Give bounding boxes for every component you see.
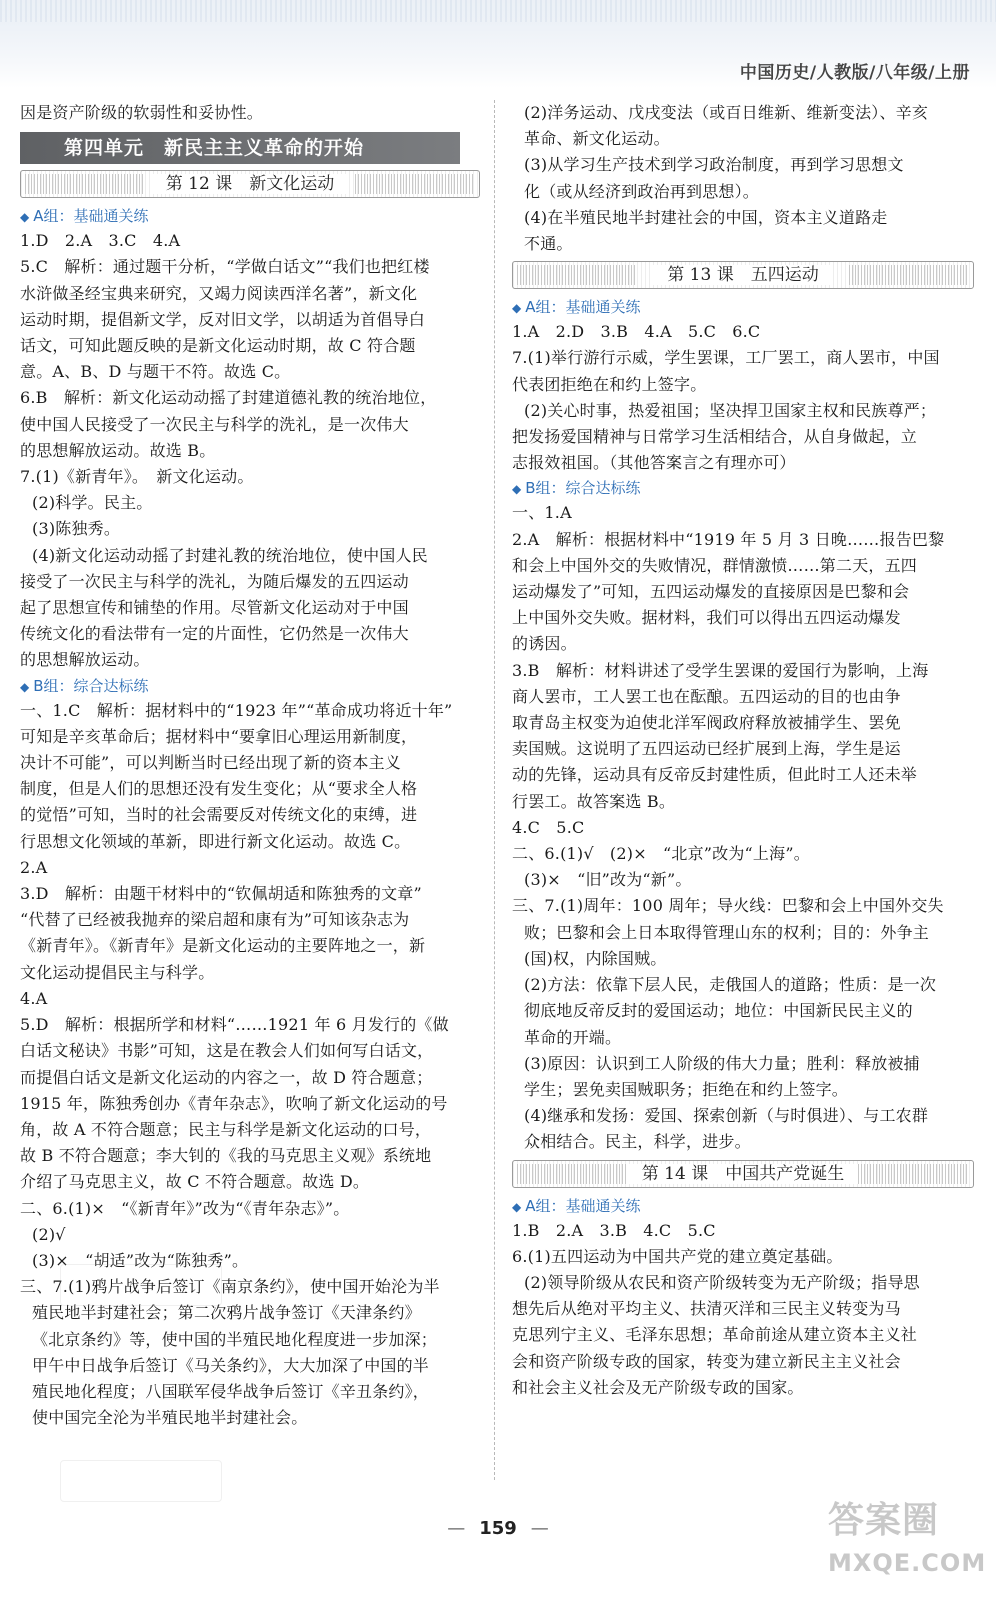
answer-line: 会和资产阶级专政的国家，转变为建立新民主主义社会 bbox=[512, 1351, 901, 1371]
answer-line: 卖国贼。这说明了五四运动已经扩展到上海，学生是运 bbox=[512, 739, 901, 759]
banner-stripe-left bbox=[517, 265, 637, 285]
answer-line: “代替了已经被我抛弃的梁启超和康有为”可知该杂志为 bbox=[20, 910, 410, 930]
answer-line: (4)继承和发扬：爱国、探索创新（与时俱进）、与工农群 bbox=[524, 1106, 929, 1126]
answer-line: 行罢工。故答案选 B。 bbox=[512, 791, 676, 811]
lesson-14-banner bbox=[512, 1160, 974, 1188]
right-column bbox=[512, 100, 974, 1401]
answer-line: 想先后从绝对平均主义、扶清灭洋和三民主义转变为马 bbox=[512, 1299, 901, 1319]
answer-line: 角，故 A 不符合题意；民主与科学是新文化运动的口号， bbox=[20, 1119, 432, 1139]
page-number: — 159 — bbox=[447, 1518, 549, 1539]
lesson-14-title: 第 14 课 中国共产党诞生 bbox=[628, 1164, 858, 1184]
answer-line: 动的先锋，运动具有反帝反封建性质，但此时工人还未举 bbox=[512, 765, 918, 785]
answer-line: 5.C 解析：通过题干分析，“学做白话文”“我们也把红楼 bbox=[20, 257, 430, 277]
answer-line: 的思想解放运动。故选 B。 bbox=[20, 440, 216, 460]
answer-line: 三、7.(1)鸦片战争后签订《南京条约》，使中国开始沦为半 bbox=[20, 1277, 440, 1297]
lesson-13-title: 第 13 课 五四运动 bbox=[653, 265, 832, 285]
answer-line: 决计不可能”，可以判断当时已经出现了新的资本主义 bbox=[20, 753, 401, 773]
answer-line: (4)在半殖民地半封建社会的中国，资本主义道路走 bbox=[524, 207, 888, 227]
group-b-label: ◆ B组：综合达标练 bbox=[20, 676, 149, 695]
answer-line: 2.A 解析：根据材料中“1919 年 5 月 3 日晚……报告巴黎 bbox=[512, 529, 945, 549]
answer-line: 上中国外交失败。据材料，我们可以得出五四运动爆发 bbox=[512, 608, 901, 628]
answer-line: 1915 年，陈独秀创办《青年杂志》，吹响了新文化运动的号 bbox=[20, 1093, 448, 1113]
answer-line: 甲午中日战争后签订《马关条约》，大大加深了中国的半 bbox=[32, 1355, 430, 1375]
answer-line: (2)洋务运动、戊戌变法（或百日维新、维新变法）、辛亥 bbox=[524, 103, 929, 122]
book-title: 中国历史/人教版/八年级/上册 bbox=[739, 63, 970, 83]
answer-line: 3.B 解析：材料讲述了受学生罢课的爱国行为影响，上海 bbox=[512, 660, 929, 680]
answer-line: (3)× “胡适”改为“陈独秀”。 bbox=[32, 1250, 249, 1270]
answer-line: 7.(1)《新青年》。 新文化运动。 bbox=[20, 467, 254, 487]
answer-line: (3)× “旧”改为“新”。 bbox=[524, 870, 692, 890]
answer-line: 三、7.(1)周年：100 周年；导火线：巴黎和会上中国外交失 bbox=[512, 896, 944, 916]
answer-line: 把发扬爱国精神与日常学习生活相结合，从自身做起，立 bbox=[512, 427, 918, 447]
answer-line: 3.D 解析：由题干材料中的“钦佩胡适和陈独秀的文章” bbox=[20, 884, 422, 904]
answer-line: 水浒做圣经宝典来研究，又竭力阅读西洋名著”，新文化 bbox=[20, 283, 418, 303]
answer-line: 运动时期，提倡新文学，反对旧文学，以胡适为首倡导白 bbox=[20, 309, 426, 329]
answer-line: 化（或从经济到政治再到思想）。 bbox=[524, 181, 760, 201]
answer-line: 彻底地反帝反封的爱国运动；地位：中国新民民主义的 bbox=[524, 1001, 913, 1021]
diamond-icon: ◆ bbox=[512, 1199, 522, 1214]
answer-line: 的觉悟”可知，当时的社会需要反对传统文化的束缚，进 bbox=[20, 805, 418, 825]
answer-line: (2)关心时事，热爱祖国；坚决捍卫国家主权和民族尊严； bbox=[524, 400, 937, 420]
answer-line: 起了思想宣传和铺垫的作用。尽管新文化运动对于中国 bbox=[20, 598, 409, 618]
answer-line: 而提倡白话文是新文化运动的内容之一，故 D 符合题意； bbox=[20, 1067, 433, 1087]
answer-line: 制度，但是人们的思想还没有发生变化；从“要求全人格 bbox=[20, 779, 418, 799]
answer-line: 克思列宁主义、毛泽东思想；革命前途从建立资本主义社 bbox=[512, 1325, 918, 1345]
group-a-label: ◆ A组：基础通关练 bbox=[512, 298, 641, 317]
answer-line: 使中国完全沦为半殖民地半封建社会。 bbox=[32, 1408, 308, 1428]
unit-title: 第四单元 新民主主义革命的开始 bbox=[20, 132, 460, 164]
answer-line: 和会上中国外交的失败情况，群情激愤……第二天，五四 bbox=[512, 555, 918, 575]
answer-line: 一、1.A bbox=[512, 503, 572, 523]
answer-line: 的思想解放运动。 bbox=[20, 650, 150, 670]
answer-line: 4.C 5.C bbox=[512, 817, 585, 837]
answer-line: 传统文化的看法带有一定的片面性，它仍然是一次伟大 bbox=[20, 624, 409, 644]
answer-line: 一、1.C 解析：据材料中的“1923 年”“革命成功将近十年” bbox=[20, 700, 453, 720]
answer-line: (3)陈独秀。 bbox=[32, 519, 121, 539]
faded-stamp bbox=[60, 1264, 222, 1306]
answer-line: (国)权，内除国贼。 bbox=[524, 948, 667, 968]
answer-line: 殖民地半封建社会；第二次鸦片战争签订《天津条约》 bbox=[32, 1303, 421, 1323]
answer-line: 败；巴黎和会上日本取得管理山东的权利；目的：外争主 bbox=[524, 922, 930, 942]
answer-line: 白话文秘诀》书影”可知，这是在教会人们如何写白话文， bbox=[20, 1041, 434, 1061]
answer-line: 众相结合。民主，科学，进步。 bbox=[524, 1132, 751, 1152]
watermark-logo: 答案圈 MXQE.COM bbox=[828, 1500, 987, 1577]
answer-line: 和社会主义社会及无产阶级专政的国家。 bbox=[512, 1377, 804, 1397]
group-b-label: ◆ B组：综合达标练 bbox=[512, 479, 641, 498]
answer-line: (2)√ bbox=[32, 1224, 66, 1244]
answer-line: 不通。 bbox=[524, 234, 573, 254]
answer-line: 意。A、B、D 与题干不符。故选 C。 bbox=[20, 362, 291, 382]
answer-line: 2.A bbox=[20, 857, 48, 877]
answer-line: 4.A bbox=[20, 988, 48, 1008]
answer-line: 7.(1)举行游行示威，学生罢课，工厂罢工，商人罢市，中国 bbox=[512, 348, 940, 368]
answer-line: 可知是辛亥革命后；据材料中“要拿旧心理运用新制度， bbox=[20, 726, 418, 746]
answer-line: (2)方法：依靠下层人民，走俄国人的道路；性质：是一次 bbox=[524, 975, 937, 995]
answer-line: 商人罢市，工人罢工也在酝酿。五四运动的目的也由争 bbox=[512, 686, 901, 706]
answer-line: (4)新文化运动动摇了封建礼教的统治地位，使中国人民 bbox=[32, 545, 428, 565]
diamond-icon: ◆ bbox=[512, 482, 522, 497]
diamond-icon: ◆ bbox=[20, 210, 30, 225]
answer-line: 二、6.(1)√ (2)× “北京”改为“上海”。 bbox=[512, 844, 810, 864]
answer-line: 5.D 解析：根据所学和材料“……1921 年 6 月发行的《做 bbox=[20, 1015, 449, 1035]
answer-line: 6.(1)五四运动为中国共产党的建立奠定基础。 bbox=[512, 1246, 843, 1266]
diamond-icon: ◆ bbox=[512, 301, 522, 316]
answer-line: 革命、新文化运动。 bbox=[524, 129, 670, 149]
answer-line: 话文，可知此题反映的是新文化运动时期，故 C 符合题 bbox=[20, 336, 416, 356]
answer-line: (2)领导阶级从农民和资产阶级转变为无产阶级；指导思 bbox=[524, 1272, 920, 1292]
banner-stripe-left bbox=[517, 1164, 637, 1184]
diamond-icon: ◆ bbox=[20, 679, 30, 694]
answer-line: 运动爆发了”可知，五四运动爆发的直接原因是巴黎和会 bbox=[512, 582, 910, 602]
answer-line: 6.B 解析：新文化运动动摇了封建道德礼教的统治地位， bbox=[20, 388, 437, 408]
intro-line: 因是资产阶级的软弱性和妥协性。 bbox=[20, 103, 264, 122]
answer-line: (2)科学。民主。 bbox=[32, 493, 153, 513]
answer-line: 《北京条约》等，使中国的半殖民地化程度进一步加深； bbox=[32, 1329, 438, 1349]
faded-stamp bbox=[60, 1460, 222, 1502]
answer-line: 文化运动提倡民主与科学。 bbox=[20, 962, 215, 982]
answer-line: 革命的开端。 bbox=[524, 1027, 622, 1047]
banner-stripe-right bbox=[849, 265, 969, 285]
banner-stripe-left bbox=[25, 174, 145, 194]
group-a-label: ◆ A组：基础通关练 bbox=[512, 1196, 641, 1215]
answer-line: (3)从学习生产技术到学习政治制度，再到学习思想文 bbox=[524, 155, 904, 175]
banner-stripe-right bbox=[355, 174, 475, 194]
answer-line: 接受了一次民主与科学的洗礼，为随后爆发的五四运动 bbox=[20, 571, 409, 591]
answer-line: 行思想文化领域的革新，即进行新文化运动。故选 C。 bbox=[20, 831, 411, 851]
column-divider bbox=[494, 100, 495, 1480]
answer-line: 1.D 2.A 3.C 4.A bbox=[20, 231, 181, 251]
answer-line: 介绍了马克思主义，故 C 不符合题意。故选 D。 bbox=[20, 1172, 370, 1192]
answer-line: 志报效祖国。（其他答案言之有理亦可） bbox=[512, 453, 796, 473]
lesson-12-title: 第 12 课 新文化运动 bbox=[152, 174, 348, 194]
answer-line: 《新青年》。《新青年》是新文化运动的主要阵地之一，新 bbox=[20, 936, 426, 956]
answer-line: 取青岛主权变为迫使北洋军阀政府释放被捕学生、罢免 bbox=[512, 713, 901, 733]
left-column bbox=[20, 100, 480, 1431]
banner-stripe-right bbox=[849, 1164, 969, 1184]
answer-line: 学生；罢免卖国贼职务；拒绝在和约上签字。 bbox=[524, 1079, 849, 1099]
answer-line: (3)原因：认识到工人阶级的伟大力量；胜利：释放被捕 bbox=[524, 1053, 920, 1073]
lesson-12-banner bbox=[20, 170, 480, 198]
answer-line: 故 B 不符合题意；李大钊的《我的马克思主义观》系统地 bbox=[20, 1146, 432, 1166]
answer-line: 1.A 2.D 3.B 4.A 5.C 6.C bbox=[512, 322, 761, 342]
group-a-label: ◆ A组：基础通关练 bbox=[20, 207, 149, 226]
lesson-13-banner bbox=[512, 261, 974, 289]
answer-line: 二、6.(1)× “《新青年》”改为“《青年杂志》”。 bbox=[20, 1198, 350, 1218]
answer-line: 的诱因。 bbox=[512, 634, 577, 654]
answer-line: 殖民地化程度；八国联军侵华战争后签订《辛丑条约》， bbox=[32, 1381, 430, 1401]
answer-line: 使中国人民接受了一次民主与科学的洗礼，是一次伟大 bbox=[20, 414, 409, 434]
answer-line: 1.B 2.A 3.B 4.C 5.C bbox=[512, 1220, 716, 1240]
answer-line: 代表团拒绝在和约上签字。 bbox=[512, 374, 707, 394]
